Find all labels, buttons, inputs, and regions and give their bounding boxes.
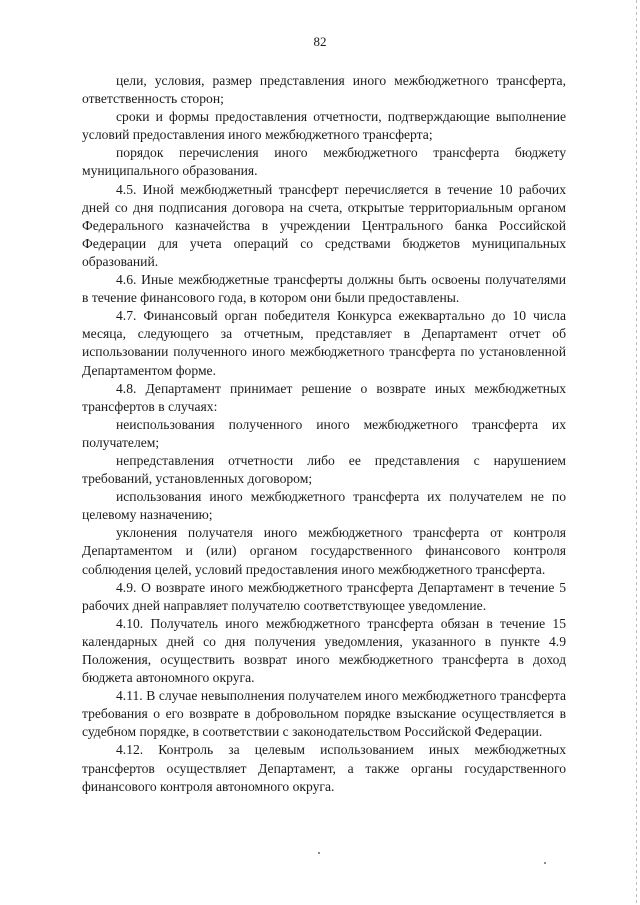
paragraph: уклонения получателя иного межбюджетного трансферта от контроля Департаментом и (или) органом государственного финансового контроля соблюдения целей, условий предоставления иного межбюджетного трансферта.	[82, 525, 566, 577]
paragraph: цели, условия, размер представления иного межбюджетного трансферта, ответственность сторон;	[82, 73, 566, 107]
paragraph-4-11: 4.11. В случае невыполнения получателем иного межбюджетного трансферта требования о его возврате в добровольном порядке взыскание осуществляется в судебном порядке, в соответствии с законодательством Российской Федерации.	[82, 688, 566, 740]
paragraph: неиспользования полученного иного межбюджетного трансферта их получателем;	[82, 416, 566, 450]
page-number: 82	[313, 34, 327, 49]
document-body	[82, 72, 566, 796]
paragraph: использования иного межбюджетного трансферта их получателем не по целевому назначению;	[82, 489, 566, 523]
paragraph: порядок перечисления иного межбюджетного трансферта бюджету муниципального образования.	[82, 145, 566, 179]
paragraph-4-5: 4.5. Иной межбюджетный трансферт перечисляется в течение 10 рабочих дней со дня подписания договора на счета, открытые территориальным органом Федерального казначейства в учреждении Центрального банка Российской Федерации для учета операций со средствами бюджетов муниципальных образований.	[82, 181, 566, 269]
scan-speck	[318, 852, 320, 854]
paragraph: непредставления отчетности либо ее представления с нарушением требований, установленных договором;	[82, 452, 566, 487]
paragraph-4-12: 4.12. Контроль за целевым использованием иных межбюджетных трансфертов осуществляет Департамент, а также органы государственного финансового контроля автономного округа.	[82, 742, 566, 794]
scan-edge-line	[636, 0, 637, 905]
paragraph-4-6: 4.6. Иные межбюджетные трансферты должны быть освоены получателями в течение финансового года, в котором они были предоставлены.	[82, 272, 566, 306]
paragraph: сроки и формы предоставления отчетности, подтверждающие выполнение условий предоставления иного межбюджетного трансферта;	[82, 109, 566, 143]
paragraph-4-10: 4.10. Получатель иного межбюджетного трансферта обязан в течение 15 календарных дней со дня получения уведомления, указанного в пункте 4.9 Положения, осуществить возврат иного межбюджетного трансферта в доход бюджета автономного округа.	[82, 615, 566, 686]
paragraph-4-8: 4.8. Департамент принимает решение о возврате иных межбюджетных трансфертов в случаях:	[82, 380, 566, 414]
paragraph-4-7: 4.7. Финансовый орган победителя Конкурса ежеквартально до 10 числа месяца, следующего за отчетным, представляет в Департамент отчет об использовании полученного иного межбюджетного трансферта по установленной Департаментом форме.	[82, 308, 566, 378]
paragraph-4-9: 4.9. О возврате иного межбюджетного трансферта Департамент в течение 5 рабочих дней направляет получателю соответствующее уведомление.	[82, 579, 566, 613]
scan-speck	[544, 862, 546, 864]
